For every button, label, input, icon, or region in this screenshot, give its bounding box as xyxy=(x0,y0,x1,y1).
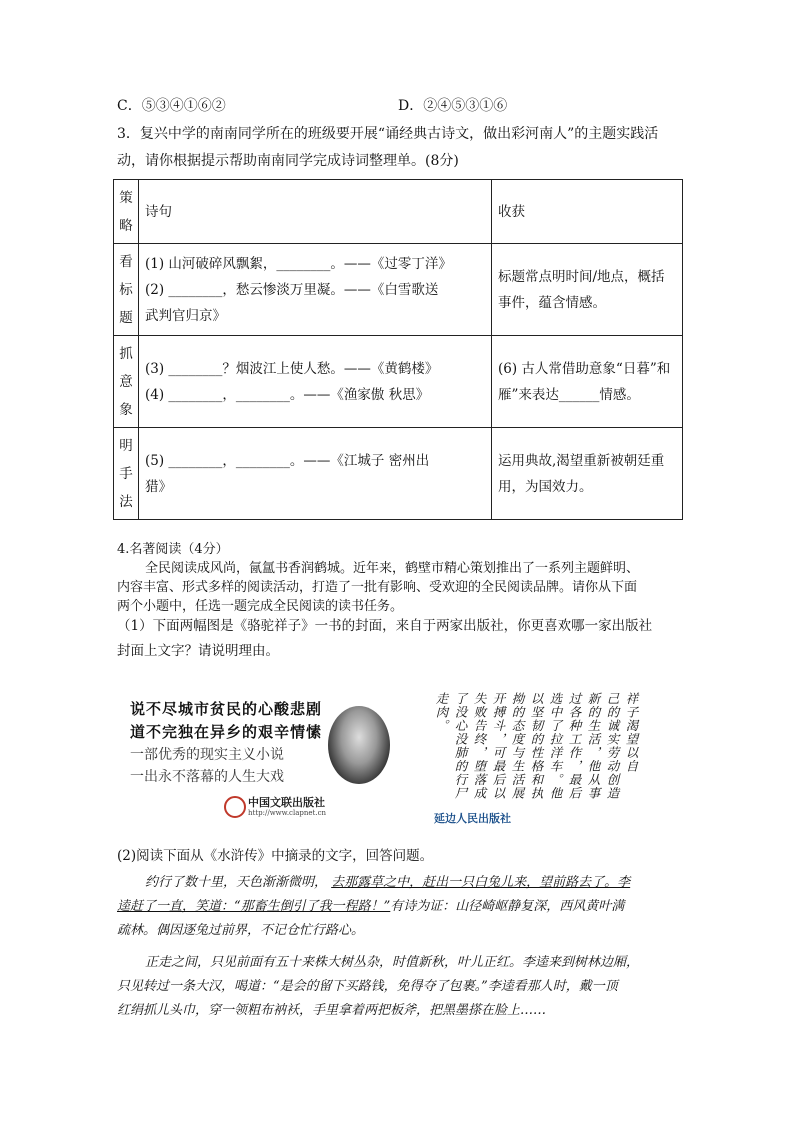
cover2-column: 了没心没肺的行尸 xyxy=(453,692,468,800)
cover1-line2: 道不完独在异乡的艰辛情愫 xyxy=(130,723,323,741)
question-3-line1: 3．复兴中学的南南同学所在的班级要开展“诵经典古诗文，做出彩河南人”的主题实践活 xyxy=(117,126,659,142)
poem-line: 武判官归京》 xyxy=(145,307,226,324)
cover1-url: http://www.clapnet.cn xyxy=(248,809,326,817)
para2-line: 正走之间，只见前面有五十来株大树丛杂，时值新秋，叶儿正红。李逵来到树林边厢， xyxy=(145,955,640,970)
cover2-column: 以坚韧的性格和执 xyxy=(529,692,544,800)
q4-intro-2: 内容丰富、形式多样的阅读活动，打造了一批有影响、受欢迎的全民阅读品牌。请你从下面 xyxy=(117,580,638,595)
table-row xyxy=(114,336,683,428)
strategy-cell: 看 标 题 xyxy=(114,244,139,336)
passage-paragraph-1 xyxy=(117,871,687,943)
poem-line: (3) ________？烟波江上使人愁。——《黄鹤楼》 xyxy=(145,360,439,377)
publisher-logo-icon xyxy=(224,796,246,818)
poem-line: (1) 山河破碎风飘絮，________。——《过零丁洋》 xyxy=(145,255,452,272)
poem-line: 猎》 xyxy=(145,478,172,495)
poem-line: (4) ________，________。——《渔家傲 秋思》 xyxy=(145,386,430,403)
passage-paragraph-2 xyxy=(117,951,687,1023)
poem-table xyxy=(113,179,683,520)
para1-text: 约行了数十里，天色渐渐微明， xyxy=(145,875,328,890)
cover2-column: 走肉。 xyxy=(434,692,449,733)
cover2-column: 祥子渴望以自 xyxy=(624,692,639,773)
cover2-column: 开搏斗，可最后以 xyxy=(491,692,506,800)
q4-sub2-title: (2)阅读下面从《水浒传》中摘录的文字，回答问题。 xyxy=(117,848,434,864)
table-header-row xyxy=(114,180,683,244)
para1-underlined: 逵赶了一直，笑道：“那畜生倒引了我一程路！” xyxy=(117,899,391,914)
para1-text: 有诗为证：山径崎岖静复深，西风黄叶满 xyxy=(390,899,625,914)
q4-sub1-line2: 封面上文字？请说明理由。 xyxy=(117,643,279,659)
table-row xyxy=(114,244,683,336)
option-d: D．②④⑤③①⑥ xyxy=(398,98,508,114)
q4-intro-1: 全民阅读成风尚，氤氲书香润鹤城。近年来，鹤壁市精心策划推出了一系列主题鲜明、 xyxy=(145,561,640,576)
poem-cell xyxy=(139,428,492,520)
book-cover-1 xyxy=(118,688,398,828)
poem-cell xyxy=(139,336,492,428)
cover2-publisher: 延边人民出版社 xyxy=(434,812,511,825)
option-c: C．⑤③④①⑥② xyxy=(117,98,226,114)
cover1-line1: 说不尽城市贫民的心酸悲剧 xyxy=(130,700,323,718)
q4-intro-3: 两个小题中，任选一题完成全民阅读的读书任务。 xyxy=(117,599,404,614)
para2-line: 只见转过一条大汉，喝道：“是会的留下买路钱，免得夺了包裹。”李逵看那人时，戴一顶 xyxy=(117,979,618,994)
cover2-column: 新的生活，他从事 xyxy=(586,692,601,800)
header-poem: 诗句 xyxy=(139,180,492,244)
cover2-column: 己的诚实劳动创造 xyxy=(605,692,620,800)
question-4-title: 4.名著阅读（4分） xyxy=(117,542,229,557)
poem-cell xyxy=(139,244,492,336)
strategy-cell: 抓 意 象 xyxy=(114,336,139,428)
para1-text: 疏林。偶因逐兔过前界，不记仓忙行路心。 xyxy=(117,923,365,938)
cover1-line3: 一部优秀的现实主义小说 xyxy=(130,747,284,763)
header-strategy: 策 略 xyxy=(114,180,139,244)
gain-cell: 运用典故,渴望重新被朝廷重用，为国效力。 xyxy=(492,428,683,520)
gain-cell: (6) 古人常借助意象“日暮”和雁”来表达______情感。 xyxy=(492,336,683,428)
cover2-column: 拗的态度与生活展 xyxy=(510,692,525,800)
book-cover-2 xyxy=(428,688,638,828)
cover2-column: 失败告终，堕落成 xyxy=(472,692,487,800)
table-row xyxy=(114,428,683,520)
cover2-column: 选中了拉洋车。他 xyxy=(548,692,563,800)
question-3-line2: 动，请你根据提示帮助南南同学完成诗词整理单。(8分) xyxy=(117,153,459,169)
q4-sub1-line1: （1）下面两幅图是《骆驼祥子》一书的封面，来自于两家出版社，你更喜欢哪一家出版社 xyxy=(117,618,653,634)
gain-cell: 标题常点明时间/地点，概括事件，蕴含情感。 xyxy=(492,244,683,336)
poem-line: (2) ________，愁云惨淡万里凝。——《白雪歌送 xyxy=(145,281,439,298)
cover2-column: 过各种工作，最后 xyxy=(567,692,582,800)
para2-line: 红绢抓儿头巾，穿一领粗布衲袄，手里拿着两把板斧，把黑墨搽在脸上…… xyxy=(117,1003,547,1018)
cover1-line4: 一出永不落幕的人生大戏 xyxy=(130,769,284,785)
cover1-publisher: 中国文联出版社 xyxy=(248,796,325,809)
strategy-cell: 明 手 法 xyxy=(114,428,139,520)
header-gain: 收获 xyxy=(492,180,683,244)
para1-underlined: 去那露草之中，赶出一只白兔儿来，望前路去了。李 xyxy=(331,875,631,890)
author-portrait xyxy=(328,706,390,784)
poem-line: (5) ________，________。——《江城子 密州出 xyxy=(145,452,430,469)
